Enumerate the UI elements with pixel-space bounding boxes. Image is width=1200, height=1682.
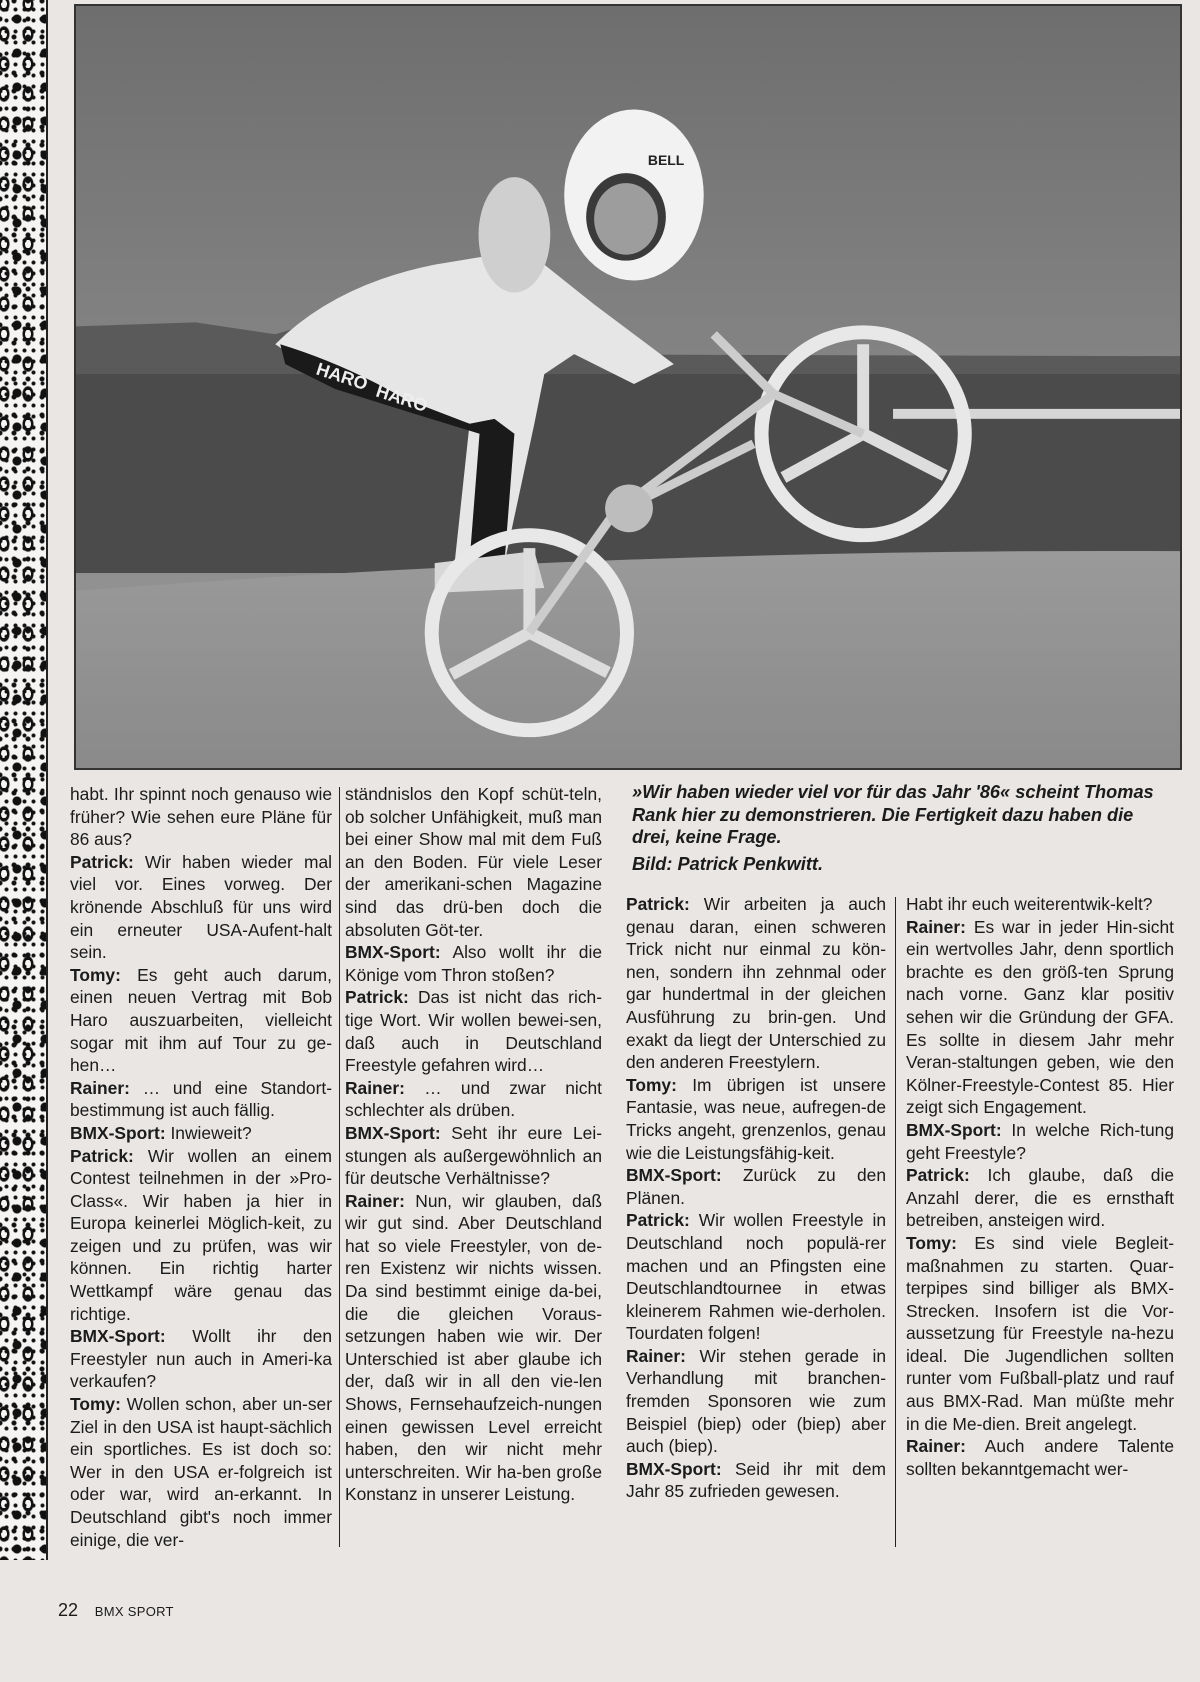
article-column-4 xyxy=(906,893,1174,1480)
speaker-label: BMX-Sport: xyxy=(626,1458,722,1479)
speaker-label: BMX-Sport: xyxy=(345,1122,441,1143)
paragraph-text: Wir arbeiten ja auch genau daran, einen schweren Trick nicht nur einmal zu kön-nen, sondern ihn zehnmal oder gar hundertmal in der gleichen Ausführung zu brin-gen. Und exakt da liegt der Unterschied zu den anderen Freestylern. xyxy=(626,894,886,1073)
paragraph-text: Seid ihr mit dem Jahr 85 zufrieden gewesen. xyxy=(626,1458,886,1502)
paragraph-text: Wollt ihr den Freestyler nun auch in Ameri-ka verkaufen? xyxy=(70,1326,332,1392)
speaker-label: BMX-Sport: xyxy=(70,1122,166,1143)
speaker-label: Tomy: xyxy=(626,1074,677,1095)
bmx-photo-illustration xyxy=(76,6,1180,768)
paragraph-text: Wir stehen gerade in Verhandlung mit branchen-fremden Sponsoren wie zum Beispiel (biep) oder (biep) aber auch (biep). xyxy=(626,1345,886,1457)
interview-paragraph xyxy=(906,916,1174,1119)
interview-paragraph xyxy=(345,783,602,941)
interview-paragraph xyxy=(345,1077,602,1122)
interview-paragraph xyxy=(906,1435,1174,1480)
speaker-label: Tomy: xyxy=(906,1232,957,1253)
paragraph-text: Seht ihr eure Lei-stungen als außergewöhnlich an für deutsche Verhältnisse? xyxy=(345,1122,602,1189)
interview-paragraph xyxy=(906,1164,1174,1232)
paragraph-text: In welche Rich-tung geht Freestyle? xyxy=(906,1119,1174,1163)
interview-paragraph xyxy=(626,1164,886,1209)
speaker-label: Rainer: xyxy=(906,1436,966,1457)
speaker-label: BMX-Sport: xyxy=(626,1165,722,1186)
paragraph-text: Also wollt ihr die Könige vom Thron stoßen? xyxy=(345,942,602,985)
speaker-label: Rainer: xyxy=(70,1077,130,1098)
photo-credit: Bild: Patrick Penkwitt. xyxy=(632,853,824,874)
decorative-dot-border xyxy=(0,0,48,1560)
pants-brand-text-2: HARO xyxy=(373,380,431,417)
article-column-3 xyxy=(626,893,886,1503)
interview-paragraph xyxy=(70,1325,332,1393)
caption-text: »Wir haben wieder viel vor für das Jahr '86« scheint Thomas Rank hier zu demonstrieren. Die Fertigkeit dazu haben die drei, keine Frage. xyxy=(632,782,1154,847)
speaker-label: Patrick: xyxy=(626,1210,690,1231)
paragraph-text: Habt ihr euch weiterentwik-kelt? xyxy=(906,894,1153,914)
paragraph-text: Es geht auch darum, einen neuen Vertrag mit Bob Haro auszuarbeiten, vielleicht sogar mit ihm auf Tour zu ge-hen… xyxy=(70,964,332,1076)
speaker-label: Rainer: xyxy=(626,1345,686,1366)
paragraph-text: Wir haben wieder mal viel vor. Eines vorweg. Der krönende Abschluß für uns wird ein erneuter USA-Aufent-halt sein. xyxy=(70,851,332,963)
paragraph-text: Im übrigen ist unsere Fantasie, was neue, aufregen-de Tricks angeht, grenzenlos, genau wie die Leistungsfähig-keit. xyxy=(626,1074,886,1163)
speaker-label: Patrick: xyxy=(70,1145,134,1166)
page-number: 22 xyxy=(58,1600,79,1620)
interview-paragraph xyxy=(345,1190,602,1506)
speaker-label: BMX-Sport: xyxy=(345,942,441,963)
speaker-label: Patrick: xyxy=(626,894,690,914)
paragraph-text: Wollen schon, aber un-ser Ziel in den USA ist haupt-sächlich ein sportliches. Es ist doch so: Wer in den USA er-folgreich ist oder war, wird an-erkannt. In Deutschland gibt's noch immer einige, die ver- xyxy=(70,1394,332,1550)
paragraph-text: Wir wollen an einem Contest teilnehmen in der »Pro-Class«. Wir haben ja hier in Europa keinerlei Möglich-keit, zu zeigen und zu prüfen, was wir können. Ein richtig harter Wettkampf wäre genau das richtige. xyxy=(70,1145,332,1324)
helmet-brand-text: BELL xyxy=(647,152,685,169)
speaker-label: Tomy: xyxy=(70,1394,121,1415)
interview-paragraph xyxy=(70,1145,332,1326)
paragraph-text: Es war in jeder Hin-sicht ein wertvolles Jahr, denn sportlich brachte es den größ-ten Sprung nach vorne. Ganz klar positiv sehen wir die Gründung der GFA. Es sollte in diesem Jahr mehr Veran-staltungen geben, wie den Kölner-Freestyle-Contest 85. Hier zeigt sich Engagement. xyxy=(906,916,1174,1118)
paragraph-text: Auch andere Talente sollten bekanntgemacht wer- xyxy=(906,1436,1174,1479)
interview-paragraph xyxy=(70,1077,332,1122)
paragraph-text: … und eine Standort-bestimmung ist auch fällig. xyxy=(70,1077,332,1121)
speaker-label: Patrick: xyxy=(70,851,134,872)
speaker-label: Tomy: xyxy=(70,964,121,985)
interview-paragraph xyxy=(345,1122,602,1190)
magazine-name: BMX SPORT xyxy=(94,1604,174,1619)
bmx-photo xyxy=(74,4,1182,770)
interview-paragraph xyxy=(70,1122,332,1145)
interview-paragraph xyxy=(345,941,602,986)
interview-paragraph xyxy=(70,851,332,964)
paragraph-text: ständnislos den Kopf schüt-teln, ob solcher Unfähigkeit, muß man bei einer Show mal mit dem Fuß an den Boden. Für viele Leser der amerikani-schen Magazine sind das drü-ben doch die absoluten Göt-ter. xyxy=(345,784,602,940)
interview-paragraph xyxy=(70,783,332,851)
speaker-label: Rainer: xyxy=(906,916,966,937)
paragraph-text: Wir wollen Freestyle in Deutschland noch populä-rer machen und an Pfingsten eine Deutschlandtournee in etwas kleinerem Rahmen wie-derholen. Tourdaten folgen! xyxy=(626,1210,886,1344)
paragraph-text: Inwieweit? xyxy=(165,1122,252,1143)
interview-paragraph xyxy=(626,1074,886,1164)
speaker-label: Rainer: xyxy=(345,1077,405,1098)
interview-paragraph xyxy=(906,1119,1174,1164)
paragraph-text: … und zwar nicht schlechter als drüben. xyxy=(345,1077,602,1121)
interview-paragraph xyxy=(345,986,602,1076)
paragraph-text: Ich glaube, daß die Anzahl derer, die es ernsthaft betreiben, ansteigen wird. xyxy=(906,1165,1174,1231)
paragraph-text: Es sind viele Begleit-maßnahmen zu starten. Quar-terpipes sind billiger als BMX-Strecken. Insofern ist die Vor-aussetzung für Freestyle na-hezu ideal. Die Jugendlichen sollten runter vom Fußball-platz und rauf aus BMX-Rad. Man müßte mehr in die Me-dien. Breit angelegt. xyxy=(906,1232,1174,1434)
column-divider xyxy=(339,787,340,1547)
interview-paragraph xyxy=(626,893,886,1074)
interview-paragraph xyxy=(626,1458,886,1503)
article-column-1 xyxy=(70,783,332,1551)
interview-paragraph xyxy=(906,1232,1174,1435)
paragraph-text: Zurück zu den Plänen. xyxy=(626,1165,886,1208)
speaker-label: BMX-Sport: xyxy=(906,1119,1002,1140)
article-column-2 xyxy=(345,783,602,1506)
pants-brand-text: HARO xyxy=(313,358,371,395)
paragraph-text: Nun, wir glauben, daß wir gut sind. Aber Deutschland hat so viele Freestyler, von de-ren Existenz wir nichts wissen. Da sind bestimmt einige da-bei, die die gleichen Voraus-setzungen haben wie wir. Der Unterschied ist aber glaube ich der, daß wir in all den vie-len Shows, Fernsehaufzeich-nungen einen gewissen Level erreicht haben, den wir nicht mehr unterschreiten. Wir ha-ben große Konstanz in unserer Leistung. xyxy=(345,1190,602,1505)
speaker-label: Patrick: xyxy=(345,987,409,1008)
interview-paragraph xyxy=(626,1345,886,1458)
speaker-label: Rainer: xyxy=(345,1190,405,1211)
interview-paragraph xyxy=(906,893,1174,916)
interview-paragraph xyxy=(70,964,332,1077)
paragraph-text: Das ist nicht das rich-tige Wort. Wir wollen bewei-sen, daß auch in Deutschland Freestyle gefahren wird… xyxy=(345,987,602,1076)
speaker-label: Patrick: xyxy=(906,1165,970,1186)
interview-paragraph xyxy=(70,1393,332,1551)
interview-paragraph xyxy=(626,1209,886,1345)
paragraph-text: habt. Ihr spinnt noch genauso wie früher? Wie sehen eure Pläne für 86 aus? xyxy=(70,784,332,850)
page-footer xyxy=(58,1600,174,1621)
photo-caption xyxy=(632,781,1162,875)
column-divider xyxy=(895,897,896,1547)
speaker-label: BMX-Sport: xyxy=(70,1326,166,1347)
